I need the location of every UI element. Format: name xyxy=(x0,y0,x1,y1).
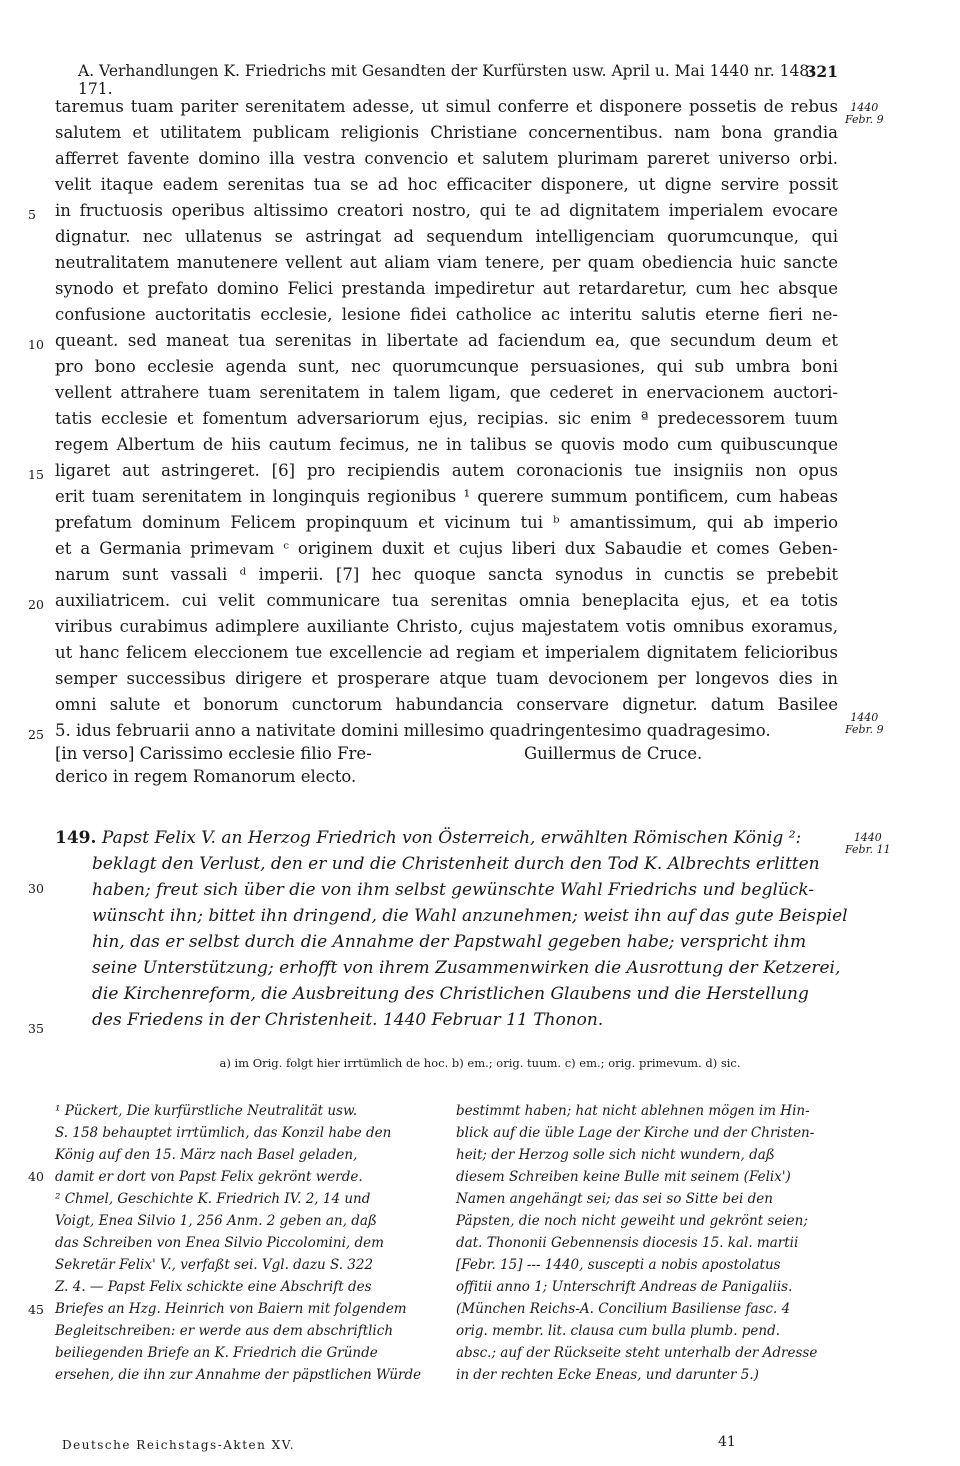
text-line: narum sunt vassali ᵈ imperii. [7] hec quoque sancta synodus in cunctis se prebebit xyxy=(55,565,838,584)
regest-line: hin, das er selbst durch die Annahme der Papstwahl gegeben habe; verspricht ihm xyxy=(92,932,807,952)
text-line: auxiliatricem. cui velit communicare tua serenitas omnia beneplacita ejus, et ea totis xyxy=(55,591,838,610)
footnote-line: diesem Schreiben keine Bulle mit seinem (Felix') xyxy=(456,1169,791,1185)
margin-year: 1440 xyxy=(853,831,882,844)
text-line: et a Germania primevam ᶜ originem duxit et cujus liberi dux Sabaudie et comes Geben- xyxy=(55,539,838,558)
text-line: prefatum dominum Felicem propinquum et vicinum tui ᵇ amantissimum, qui ab imperio xyxy=(55,513,838,532)
footnote-line: (München Reichs-A. Concilium Basiliense fasc. 4 xyxy=(456,1301,791,1317)
line-number: 25 xyxy=(28,727,44,742)
footnote-line: Päpsten, die noch nicht geweiht und gekrönt seien; xyxy=(456,1213,808,1229)
text-line: queant. sed maneat tua serenitas in libertate ad faciendum ea, que secundum deum et xyxy=(55,331,838,350)
volume-title: Deutsche Reichstags-Akten XV. xyxy=(62,1438,296,1452)
text-line: pro bono ecclesie agenda sunt, nec quorumcunque persuasiones, qui sub umbra boni xyxy=(55,357,838,376)
footnote-line: heit; der Herzog solle sich nicht wundern, daß xyxy=(456,1147,775,1163)
footnote-line: Briefes an Hzg. Heinrich von Baiern mit folgendem xyxy=(55,1301,407,1317)
margin-year: 1440 xyxy=(850,101,879,114)
regest-line: die Kirchenreform, die Ausbreitung des Christlichen Glaubens und die Herstellung xyxy=(92,984,809,1004)
line-number: 10 xyxy=(28,337,44,352)
footnote-line: orig. membr. lit. clausa cum bulla plumb. pend. xyxy=(456,1323,781,1339)
line-number: 5 xyxy=(28,207,36,222)
regest-line xyxy=(55,824,838,852)
footnote-line: in der rechten Ecke Eneas, und darunter 5.) xyxy=(456,1367,759,1383)
margin-day: Febr. 9 xyxy=(845,113,884,126)
text-line: semper successibus dirigere et prosperare atque tuam devocionem per longevos dies in xyxy=(55,669,838,688)
footnote-line: bestimmt haben; hat nicht ablehnen mögen im Hin- xyxy=(456,1103,810,1119)
line-number: 45 xyxy=(28,1302,44,1317)
running-header xyxy=(78,62,838,98)
footnote-line: Begleitschreiben: er werde aus dem abschriftlich xyxy=(55,1323,394,1339)
footnote-line: offitii anno 1; Unterschrift Andreas de Panigaliis. xyxy=(456,1279,793,1295)
text-line: erit tuam serenitatem in longinquis regionibus ¹ querere summum pontificem, cum habeas xyxy=(55,487,838,506)
text-line: velit itaque eadem serenitas tua se ad hoc efficaciter disponere, ut digne servire possit xyxy=(55,175,838,194)
text-line: dignatur. nec ullatenus se astringat ad sequendum intelligenciam quorumcunque, qui xyxy=(55,227,838,246)
page-number: 321 xyxy=(805,62,838,81)
regest-line: beklagt den Verlust, den er und die Christenheit durch den Tod K. Albrechts erlitten xyxy=(92,854,820,874)
address-block xyxy=(55,744,372,786)
regest-line: des Friedens in der Christenheit. 1440 Februar 11 Thonon. xyxy=(92,1010,604,1030)
footnote-line: Voigt, Enea Silvio 1, 256 Anm. 2 geben an, daß xyxy=(55,1213,377,1229)
margin-year: 1440 xyxy=(850,711,879,724)
margin-date xyxy=(845,712,884,736)
line-number: 40 xyxy=(28,1169,44,1184)
regest-line: haben; freut sich über die von ihm selbst gewünschte Wahl Friedrichs und beglück- xyxy=(92,880,815,900)
regest-text: Papst Felix V. an Herzog Friedrich von Österreich, erwählten Römischen König ²: xyxy=(101,828,802,848)
footnote-line: S. 158 behauptet irrtümlich, das Konzil habe den xyxy=(55,1125,392,1141)
footnote-line: Z. 4. — Papst Felix schickte eine Abschrift des xyxy=(55,1279,372,1295)
footnote-line: Sekretär Felix' V., verfaßt sei. Vgl. dazu S. 322 xyxy=(55,1257,374,1273)
variant-notes: a) im Orig. folgt hier irrtümlich de hoc. b) em.; orig. tuum. c) em.; orig. primevum. d) sic. xyxy=(219,1056,741,1070)
footnote-line: ¹ Pückert, Die kurfürstliche Neutralität usw. xyxy=(55,1103,358,1119)
text-line: ligaret aut astringeret. [6] pro recipiendis autem coronacionis tue insigniis non opus xyxy=(55,461,838,480)
regest-line: seine Unterstützung; erhofft von ihrem Zusammenwirken die Ausrottung der Ketzerei, xyxy=(92,958,841,978)
footnote-line: Namen angehängt sei; das sei so Sitte bei den xyxy=(456,1191,773,1207)
text-line: regem Albertum de hiis cautum fecimus, ne in talibus se quovis modo cum quibuscunque xyxy=(55,435,838,454)
text-line: synodo et prefato domino Felici prestanda impediretur aut retardaretur, cum hec absque xyxy=(55,279,838,298)
footnote-line: ² Chmel, Geschichte K. Friedrich IV. 2, 14 und xyxy=(55,1191,371,1207)
text-line: tatis ecclesie et fomentum adversariorum ejus, recipias. sic enim ª predecessorem tuum xyxy=(55,409,838,428)
regest-line: wünscht ihn; bittet ihn dringend, die Wahl anzunehmen; weist ihn auf das gute Beispiel xyxy=(92,906,848,926)
footnote-line: das Schreiben von Enea Silvio Piccolomini, dem xyxy=(55,1235,384,1251)
text-line: neutralitatem manutenere vellent aut aliam viam tenere, per quam obediencia huic sancte xyxy=(55,253,838,272)
text-line: salutem et utilitatem publicam religionis Christiane concernentibus. nam bona grandia xyxy=(55,123,838,142)
line-number: 15 xyxy=(28,467,44,482)
line-number: 30 xyxy=(28,881,44,896)
footnote-line: damit er dort von Papst Felix gekrönt werde. xyxy=(55,1169,363,1185)
signature-mark: 41 xyxy=(718,1434,736,1450)
text-line: afferret favente domino illa vestra convencio et salutem plurimam pareret universo orbi. xyxy=(55,149,838,168)
text-line: 5. idus februarii anno a nativitate domini millesimo quadringentesimo quadragesimo. xyxy=(55,721,771,740)
footnote-line: blick auf die üble Lage der Kirche und der Christen- xyxy=(456,1125,815,1141)
margin-date xyxy=(845,102,884,126)
text-line: confusione auctoritatis ecclesie, lesione fidei catholice ac interitu salutis eterne fieri ne- xyxy=(55,305,838,324)
line-number: 20 xyxy=(28,597,44,612)
footnote-line: absc.; auf der Rückseite steht unterhalb der Adresse xyxy=(456,1345,818,1361)
document-number: 149. xyxy=(55,828,97,848)
text-line: in fructuosis operibus altissimo creatori nostro, qui te ad dignitatem imperialem evocare xyxy=(55,201,838,220)
footnote-line: beiliegenden Briefe an K. Friedrich die Gründe xyxy=(55,1345,378,1361)
address-line: derico in regem Romanorum electo. xyxy=(55,767,357,786)
line-number: 35 xyxy=(28,1021,44,1036)
text-line: taremus tuam pariter serenitatem adesse, ut simul conferre et disponere possetis de rebus xyxy=(55,97,838,116)
running-title: A. Verhandlungen K. Friedrichs mit Gesandten der Kurfürsten usw. April u. Mai 1440 nr. 148-171. xyxy=(78,62,815,98)
footnote-line: ersehen, die ihn zur Annahme der päpstlichen Würde xyxy=(55,1367,422,1383)
text-line: viribus curabimus adimplere auxiliante Christo, cujus majestatem votis omnibus exoramus, xyxy=(55,617,838,636)
footnote-line: [Febr. 15] --- 1440, suscepti a nobis apostolatus xyxy=(456,1257,781,1273)
address-line: [in verso] Carissimo ecclesie filio Fre- xyxy=(55,744,372,763)
margin-date xyxy=(845,832,891,856)
text-line: omni salute et bonorum cunctorum habundancia conservare dignetur. datum Basilee xyxy=(55,695,838,714)
signature: Guillermus de Cruce. xyxy=(524,744,703,763)
margin-day: Febr. 11 xyxy=(845,843,891,856)
text-line: ut hanc felicem eleccionem tue excellencie ad regiam et imperialem dignitatem felicioribus xyxy=(55,643,838,662)
text-line: vellent attrahere tuam serenitatem in talem ligam, que cederet in enervacionem auctori- xyxy=(55,383,838,402)
footnote-line: dat. Thononii Gebennensis diocesis 15. kal. martii xyxy=(456,1235,799,1251)
margin-day: Febr. 9 xyxy=(845,723,884,736)
footnote-line: König auf den 15. März nach Basel geladen, xyxy=(55,1147,358,1163)
